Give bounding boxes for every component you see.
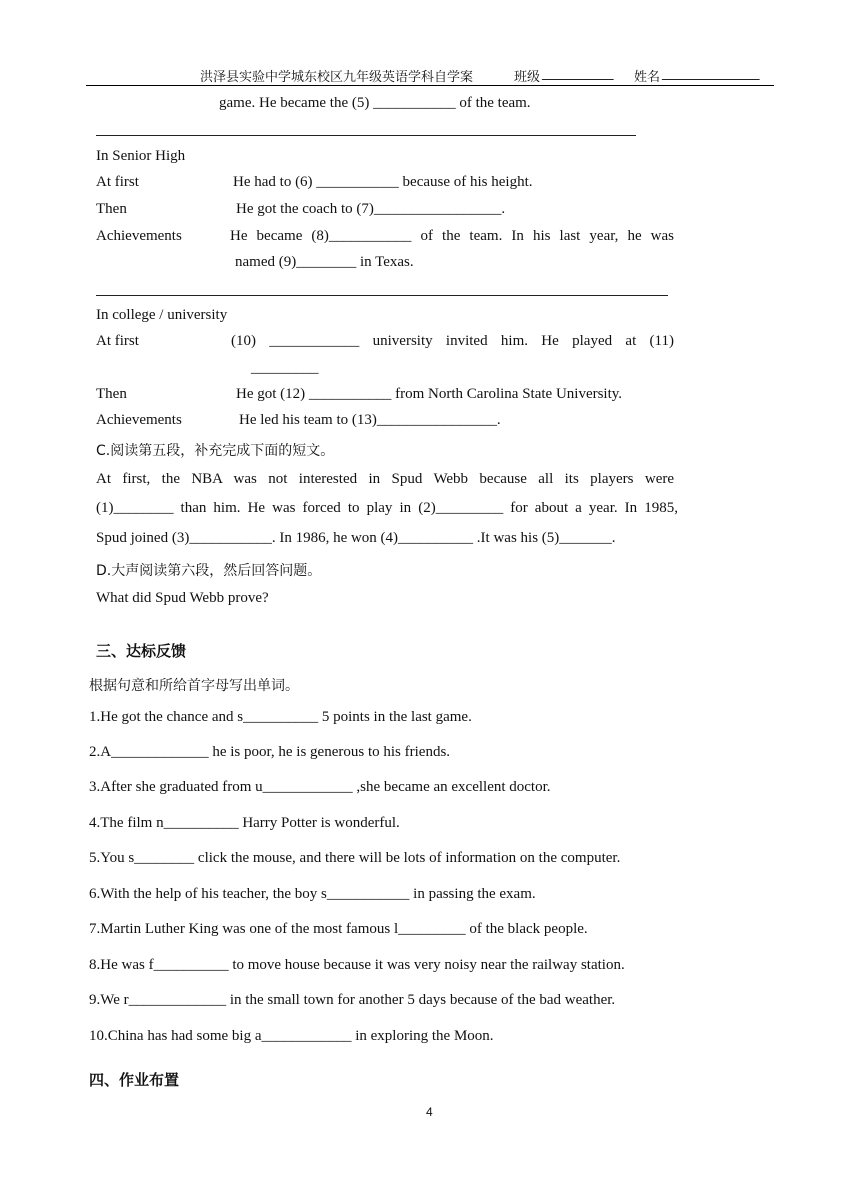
- divider-line-2: [96, 295, 668, 296]
- exercise-item: 3.After she graduated from u____________ ,she became an excellent doctor.: [89, 779, 551, 795]
- senior-row-label: Then: [96, 201, 127, 217]
- senior-row-text: He became (8)___________ of the team. In his last year, he was: [230, 228, 674, 244]
- section-3-instruction: 根据句意和所给首字母写出单词。: [89, 678, 299, 694]
- page-number: 4: [426, 1105, 433, 1119]
- college-row-label: Then: [96, 386, 127, 402]
- class-field[interactable]: ___________: [542, 66, 614, 81]
- name-field[interactable]: _______________: [662, 66, 760, 81]
- college-row-text: (10) ____________ university invited him. He played at (11): [231, 333, 674, 349]
- section-4-title: 四、作业布置: [89, 1071, 180, 1089]
- exercise-item: 8.He was f__________ to move house because it was very noisy near the railway station.: [89, 957, 625, 973]
- college-heading: In college / university: [96, 307, 228, 323]
- college-row-label: Achievements: [96, 412, 182, 428]
- college-row-text-continued: _________: [251, 360, 319, 376]
- divider-line-1: [96, 135, 636, 136]
- senior-row-label: At first: [96, 174, 139, 190]
- exercise-item: 2.A_____________ he is poor, he is generous to his friends.: [89, 744, 451, 760]
- part-d-question: What did Spud Webb prove?: [96, 590, 269, 606]
- section-3-title: 三、达标反馈: [96, 642, 187, 660]
- class-label: 班级: [514, 70, 541, 85]
- part-d-title: D.大声阅读第六段，然后回答问题。: [96, 563, 322, 579]
- exercise-item: 5.You s________ click the mouse, and there will be lots of information on the computer.: [89, 850, 621, 866]
- part-c-line: At first, the NBA was not interested in Spud Webb because all its players were: [96, 471, 674, 487]
- exercise-item: 7.Martin Luther King was one of the most famous l_________ of the black people.: [89, 921, 588, 937]
- senior-row-text-continued: named (9)________ in Texas.: [235, 254, 414, 270]
- part-c-title: C.阅读第五段，补充完成下面的短文。: [96, 443, 335, 459]
- exercise-item: 4.The film n__________ Harry Potter is wonderful.: [89, 815, 400, 831]
- school-header-title: 洪泽县实验中学城东校区九年级英语学科自学案: [200, 70, 474, 85]
- college-row-label: At first: [96, 333, 139, 349]
- part-c-line: (1)________ than him. He was forced to play in (2)_________ for about a year. In 1985,: [96, 500, 678, 516]
- college-row-text: He got (12) ___________ from North Carolina State University.: [236, 386, 623, 402]
- senior-high-heading: In Senior High: [96, 148, 186, 164]
- senior-row-text: He had to (6) ___________ because of his height.: [233, 174, 533, 190]
- header-rule: [86, 85, 774, 86]
- senior-row-text: He got the coach to (7)_________________.: [236, 201, 506, 217]
- college-row-text: He led his team to (13)________________.: [239, 412, 501, 428]
- name-label: 姓名: [634, 70, 661, 85]
- exercise-item: 6.With the help of his teacher, the boy s___________ in passing the exam.: [89, 886, 536, 902]
- part-c-line: Spud joined (3)___________. In 1986, he won (4)__________ .It was his (5)_______.: [96, 530, 616, 546]
- exercise-item: 9.We r_____________ in the small town for another 5 days because of the bad weather.: [89, 992, 616, 1008]
- exercise-item: 10.China has had some big a____________ in exploring the Moon.: [89, 1028, 494, 1044]
- senior-row-label: Achievements: [96, 228, 182, 244]
- junior-tail-line: game. He became the (5) ___________ of the team.: [219, 95, 531, 111]
- exercise-item: 1.He got the chance and s__________ 5 points in the last game.: [89, 709, 472, 725]
